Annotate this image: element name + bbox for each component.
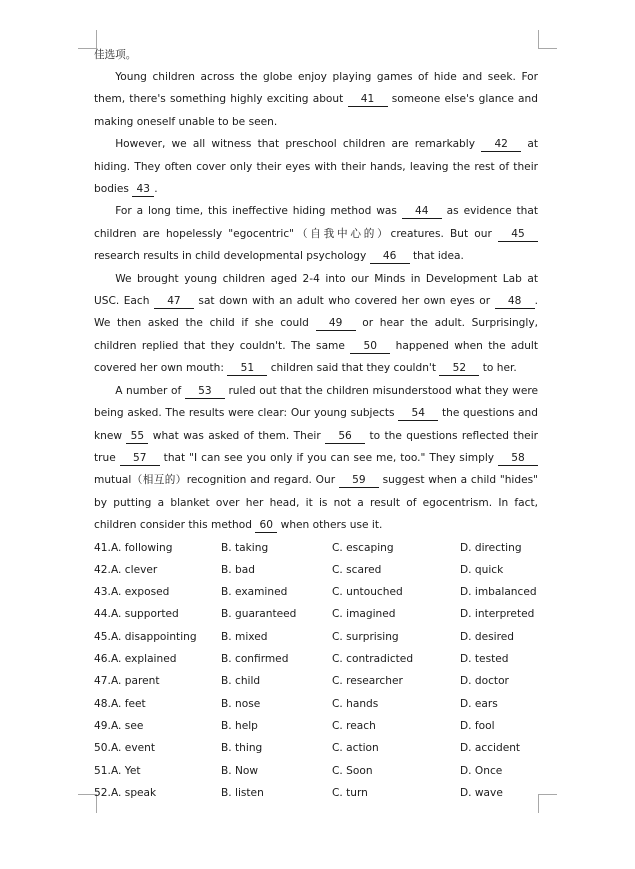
option-d: D. doctor <box>460 675 509 688</box>
blank-46: 46 <box>370 250 410 264</box>
blank-49: 49 <box>316 317 356 331</box>
passage-text: as evidence that children are hopelessly "egocentric"（自我中心的）creatures. But our <box>94 205 538 240</box>
option-b: B. taking <box>221 541 269 554</box>
passage-text: to her. <box>479 362 517 375</box>
blank-48: 48 <box>495 295 535 309</box>
option-c: C. scared <box>332 563 382 576</box>
option-b: B. child <box>221 675 261 688</box>
option-row <box>94 760 538 782</box>
document-page <box>94 44 538 804</box>
option-d: D. Once <box>460 764 503 777</box>
passage-text: Young children across the globe enjoy playing games of hide and seek. For them, there's something highly exciting about <box>94 71 538 106</box>
option-b: B. mixed <box>221 630 268 643</box>
option-c: C. turn <box>332 786 368 799</box>
option-row <box>94 715 538 737</box>
question-number: 48. <box>94 697 111 710</box>
option-row <box>94 559 538 581</box>
paragraph <box>94 268 538 380</box>
option-d: D. ears <box>460 697 498 710</box>
option-c: C. escaping <box>332 541 394 554</box>
blank-42: 42 <box>481 138 521 152</box>
option-d: D. quick <box>460 563 504 576</box>
question-number: 45. <box>94 630 111 643</box>
blank-53: 53 <box>185 385 225 399</box>
blank-59: 59 <box>339 474 379 488</box>
passage-text: to the questions reflected their true <box>94 429 538 464</box>
blank-47: 47 <box>154 295 194 309</box>
option-b: B. bad <box>221 563 255 576</box>
option-d: D. fool <box>460 719 495 732</box>
question-number: 51. <box>94 764 111 777</box>
option-c: C. action <box>332 742 379 755</box>
option-b: B. help <box>221 719 258 732</box>
option-b: B. guaranteed <box>221 608 297 621</box>
option-b: B. confirmed <box>221 653 289 666</box>
option-row <box>94 737 538 759</box>
answer-options <box>94 537 538 805</box>
option-a: A. following <box>111 541 173 554</box>
blank-44: 44 <box>402 205 442 219</box>
option-c: C. researcher <box>332 675 403 688</box>
paragraph <box>94 66 538 133</box>
blank-60: 60 <box>255 519 277 533</box>
question-number: 50. <box>94 742 111 755</box>
option-a: A. exposed <box>111 586 170 599</box>
option-row <box>94 603 538 625</box>
passage-text: For a long time, this ineffective hiding method was <box>115 205 402 218</box>
option-d: D. accident <box>460 742 521 755</box>
passage-text: at hiding. They often cover only their eyes with their hands, leaving the rest of their bodies <box>94 138 539 196</box>
option-row <box>94 537 538 559</box>
option-row <box>94 581 538 603</box>
question-number: 43. <box>94 586 111 599</box>
question-number: 49. <box>94 719 111 732</box>
option-c: C. Soon <box>332 764 373 777</box>
blank-55: 55 <box>126 430 148 444</box>
option-c: C. imagined <box>332 608 396 621</box>
crop-mark-top-right <box>538 30 557 49</box>
option-a: A. disappointing <box>111 630 197 643</box>
option-c: C. hands <box>332 697 379 710</box>
question-number: 44. <box>94 608 111 621</box>
blank-45: 45 <box>498 228 538 242</box>
blank-51: 51 <box>227 362 267 376</box>
option-row <box>94 670 538 692</box>
blank-50: 50 <box>350 340 390 354</box>
paragraph <box>94 200 538 267</box>
passage-text: when others use it. <box>277 519 383 532</box>
page-header-text: 佳选项。 <box>94 49 137 61</box>
passage-text: someone else's glance and making oneself unable to be seen. <box>94 93 538 128</box>
option-row <box>94 648 538 670</box>
option-row <box>94 693 538 715</box>
passage-text: We brought young children aged 2-4 into our Minds in Development Lab at USC. Each <box>94 272 538 308</box>
option-b: B. thing <box>221 742 263 755</box>
passage-text: that "I can see you only if you can see me, too." They simply <box>159 451 498 464</box>
blank-56: 56 <box>325 430 365 444</box>
question-number: 47. <box>94 675 111 688</box>
option-a: A. Yet <box>111 764 141 777</box>
blank-41: 41 <box>348 93 388 107</box>
option-a: A. speak <box>111 786 157 799</box>
option-a: A. feet <box>111 697 146 710</box>
passage-text: or hear the adult. Surprisingly, children replied that they couldn't. The same <box>94 317 538 352</box>
blank-57: 57 <box>120 452 160 466</box>
option-a: A. clever <box>111 563 158 576</box>
crop-mark-bottom-right <box>538 794 557 813</box>
option-b: B. examined <box>221 586 288 599</box>
option-d: D. tested <box>460 653 509 666</box>
question-number: 41. <box>94 541 111 554</box>
option-b: B. nose <box>221 697 261 710</box>
passage-text: happened when the adult covered her own mouth: <box>94 339 539 375</box>
option-a: A. event <box>111 742 155 755</box>
blank-58: 58 <box>498 452 538 466</box>
cloze-passage <box>94 66 538 537</box>
option-c: C. untouched <box>332 586 403 599</box>
option-a: A. see <box>111 719 144 732</box>
option-b: B. listen <box>221 786 264 799</box>
passage-text: mutual（相互的）recognition and regard. Our <box>94 474 339 487</box>
passage-text: the questions and knew <box>94 407 538 442</box>
passage-text: . We then asked the child if she could <box>94 295 538 330</box>
blank-54: 54 <box>398 407 438 421</box>
blank-43: 43 <box>132 183 154 197</box>
passage-text: research results in child developmental psychology <box>94 250 370 263</box>
passage-text: However, we all witness that preschool children are remarkably <box>115 138 482 151</box>
option-a: A. parent <box>111 675 160 688</box>
passage-text: that idea. <box>409 250 464 263</box>
passage-text: . <box>154 183 158 196</box>
question-number: 42. <box>94 563 111 576</box>
paragraph <box>94 380 538 537</box>
question-number: 46. <box>94 653 111 666</box>
passage-text: sat down with an adult who covered her own eyes or <box>193 295 495 308</box>
option-d: D. desired <box>460 630 514 643</box>
option-a: A. explained <box>111 653 177 666</box>
passage-text: A number of <box>115 384 185 397</box>
option-d: D. directing <box>460 541 522 554</box>
blank-52: 52 <box>439 362 479 376</box>
option-a: A. supported <box>111 608 179 621</box>
passage-text: children said that they couldn't <box>267 362 440 375</box>
option-row <box>94 782 538 804</box>
passage-text: what was asked of them. Their <box>148 429 326 442</box>
passage-text: ruled out that the children misunderstood what they were being asked. The results were clear: Our young subjects <box>94 384 539 420</box>
option-d: D. wave <box>460 786 503 799</box>
paragraph <box>94 133 538 200</box>
option-c: C. reach <box>332 719 376 732</box>
question-number: 52. <box>94 786 111 799</box>
option-d: D. imbalanced <box>460 586 537 599</box>
option-c: C. surprising <box>332 630 399 643</box>
option-row <box>94 626 538 648</box>
option-c: C. contradicted <box>332 653 414 666</box>
option-b: B. Now <box>221 764 259 777</box>
option-d: D. interpreted <box>460 608 535 621</box>
passage-text: suggest when a child "hides" by putting a blanket over her head, it is not a result of egocentrism. In fact, children consider this method <box>94 474 538 532</box>
